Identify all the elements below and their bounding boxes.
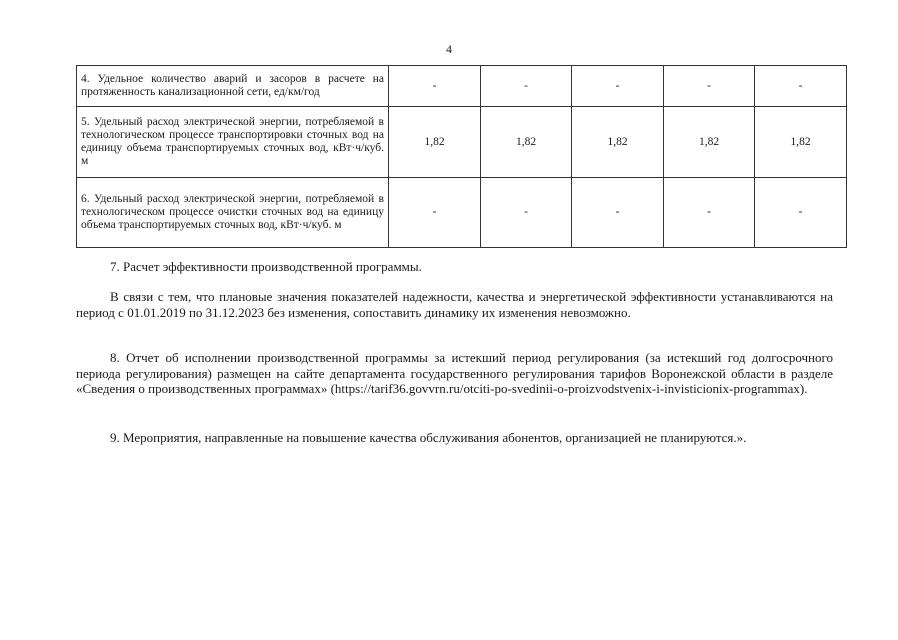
indicator-value: - — [389, 66, 481, 107]
indicator-value: - — [572, 66, 664, 107]
indicator-value: - — [389, 178, 481, 248]
indicator-value: - — [664, 66, 755, 107]
section-7-heading: 7. Расчет эффективности производственной программы. — [110, 259, 422, 274]
section-8-paragraph: 8. Отчет об исполнении производственной программы за истекший период регулирования (за истекший год долгосрочного периода регулирования) размещен на сайте департамента государственного регулирования тарифов Воронежской области в разделе «Сведения о производственных программах» (https://tarif36.govvrn.ru/otciti-po-svedinii-o-proizvodstvenix-i-invisticionix-programmax). — [76, 350, 833, 396]
indicator-value: 1,82 — [572, 107, 664, 178]
indicator-description: 5. Удельный расход электрической энергии, потребляемой в технологическом процессе транспортировки сточных вод на единицу объема транспортируемых сточных вод, кВт·ч/куб. м — [77, 107, 389, 178]
indicator-value: - — [481, 178, 572, 248]
indicator-value: - — [481, 66, 572, 107]
indicator-value: 1,82 — [481, 107, 572, 178]
indicators-table — [76, 65, 847, 248]
section-9-paragraph: 9. Мероприятия, направленные на повышение качества обслуживания абонентов, организацией не планируются.». — [110, 430, 747, 445]
table-row — [77, 66, 847, 107]
indicator-value: - — [755, 66, 847, 107]
section-7-paragraph: В связи с тем, что плановые значения показателей надежности, качества и энергетической эффективности устанавливаются на период с 01.01.2019 по 31.12.2023 без изменения, сопоставить динамику их изменения невозможно. — [76, 289, 833, 320]
indicator-description: 6. Удельный расход электрической энергии, потребляемой в технологическом процессе очистки сточных вод на единицу объема транспортируемых сточных вод, кВт·ч/куб. м — [77, 178, 389, 248]
indicator-description: 4. Удельное количество аварий и засоров в расчете на протяженность канализационной сети, ед/км/год — [77, 66, 389, 107]
table-row — [77, 178, 847, 248]
table-row — [77, 107, 847, 178]
indicator-value: - — [572, 178, 664, 248]
page-number: 4 — [446, 42, 452, 56]
indicator-value: 1,82 — [755, 107, 847, 178]
indicator-value: 1,82 — [389, 107, 481, 178]
indicator-value: - — [755, 178, 847, 248]
indicator-value: 1,82 — [664, 107, 755, 178]
indicator-value: - — [664, 178, 755, 248]
